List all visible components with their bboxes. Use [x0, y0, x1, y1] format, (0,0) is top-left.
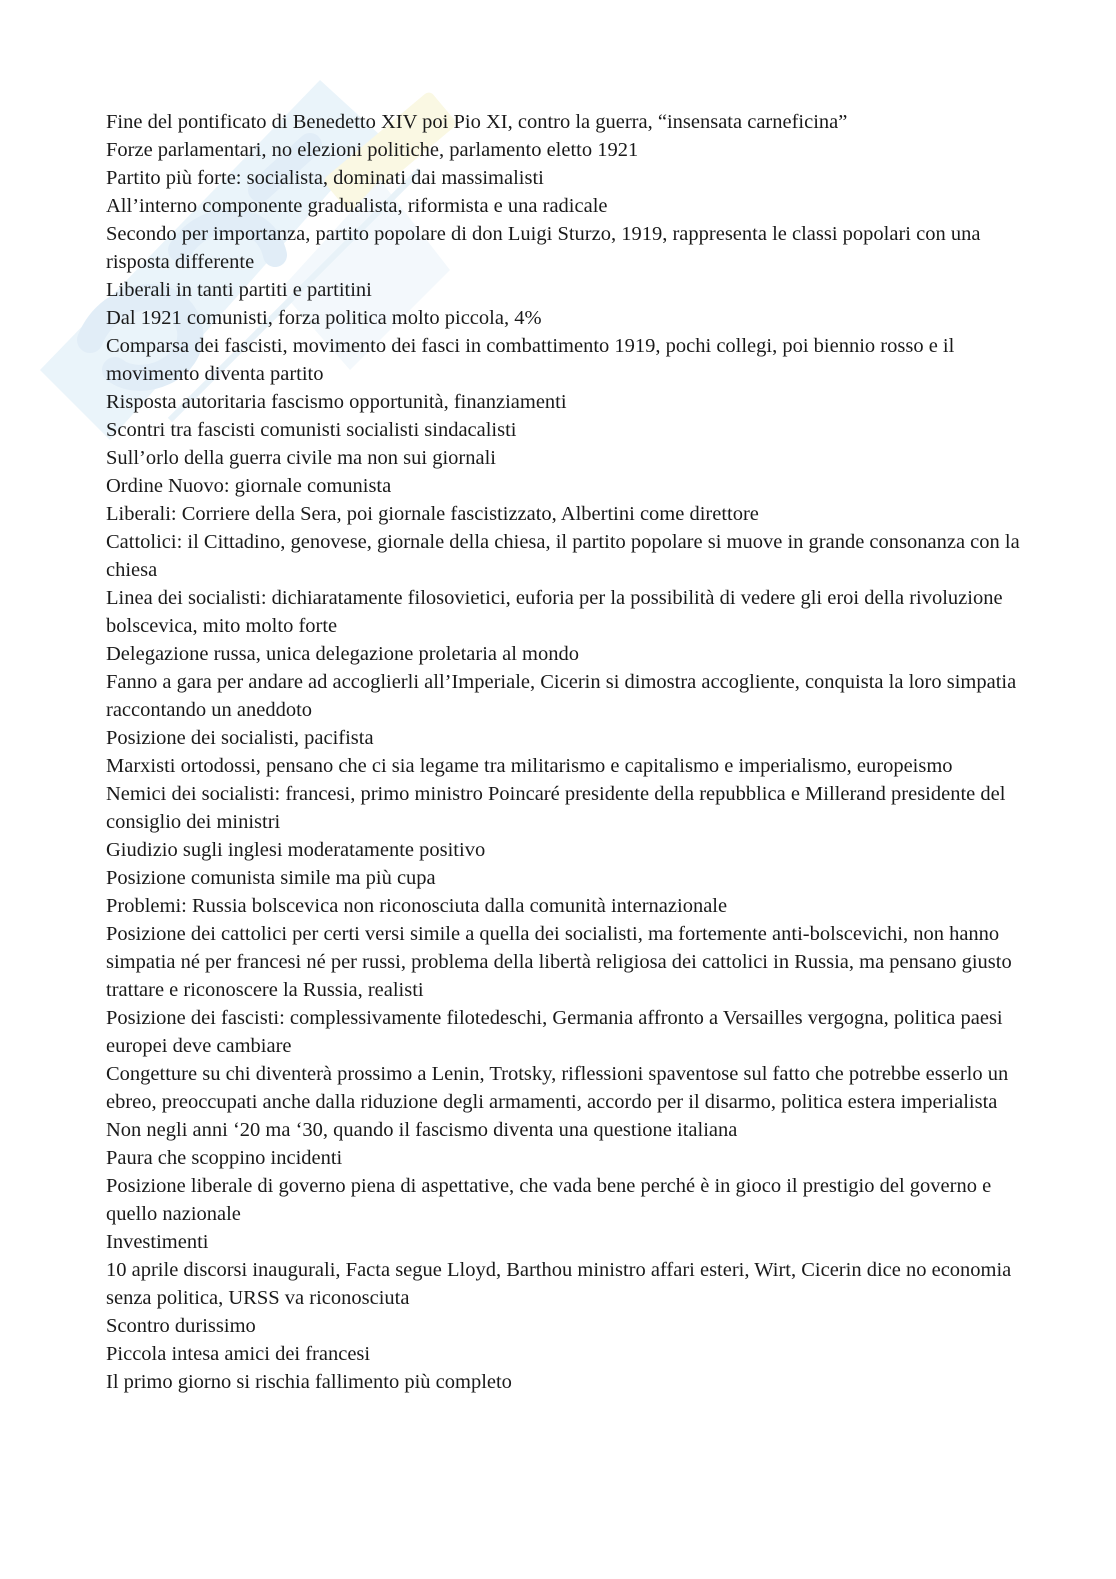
note-line: Fanno a gara per andare ad accoglierli all’Imperiale, Cicerin si dimostra accogliente, conquista la loro simpatia raccontando un aneddoto	[106, 671, 1017, 721]
note-line: Partito più forte: socialista, dominati dai massimalisti	[106, 167, 544, 189]
note-line: Posizione dei socialisti, pacifista	[106, 727, 374, 749]
note-line: Non negli anni ‘20 ma ‘30, quando il fascismo diventa una questione italiana	[106, 1119, 738, 1141]
note-line: Posizione liberale di governo piena di aspettative, che vada bene perché è in gioco il prestigio del governo e quello nazionale	[106, 1175, 992, 1225]
note-line: Marxisti ortodossi, pensano che ci sia legame tra militarismo e capitalismo e imperialismo, europeismo	[106, 755, 953, 777]
note-line: Scontri tra fascisti comunisti socialisti sindacalisti	[106, 419, 517, 441]
note-line: Linea dei socialisti: dichiaratamente filosovietici, euforia per la possibilità di vedere gli eroi della rivoluzione bolscevica, mito molto forte	[106, 587, 1003, 637]
note-line: Liberali in tanti partiti e partitini	[106, 279, 372, 301]
note-line: Ordine Nuovo: giornale comunista	[106, 475, 392, 497]
note-line: 10 aprile discorsi inaugurali, Facta segue Lloyd, Barthou ministro affari esteri, Wirt, Cicerin dice no economia senza politica, URSS va riconosciuta	[106, 1259, 1012, 1309]
note-line: Delegazione russa, unica delegazione proletaria al mondo	[106, 643, 580, 665]
note-line: Fine del pontificato di Benedetto XIV poi Pio XI, contro la guerra, “insensata carneficina”	[106, 111, 848, 133]
note-line: Giudizio sugli inglesi moderatamente positivo	[106, 839, 486, 861]
note-line: Posizione comunista simile ma più cupa	[106, 867, 436, 889]
note-line: Sull’orlo della guerra civile ma non sui giornali	[106, 447, 496, 469]
note-line: Il primo giorno si rischia fallimento più completo	[106, 1371, 512, 1393]
note-line: All’interno componente gradualista, riformista e una radicale	[106, 195, 608, 217]
notes-list	[106, 108, 1026, 1396]
note-line: Secondo per importanza, partito popolare di don Luigi Sturzo, 1919, rappresenta le classi popolari con una risposta differente	[106, 223, 981, 273]
note-line: Nemici dei socialisti: francesi, primo ministro Poincaré presidente della repubblica e Millerand presidente del consiglio dei ministri	[106, 783, 1006, 833]
note-line: Problemi: Russia bolscevica non riconosciuta dalla comunità internazionale	[106, 895, 728, 917]
note-line: Comparsa dei fascisti, movimento dei fasci in combattimento 1919, pochi collegi, poi biennio rosso e il movimento diventa partito	[106, 335, 955, 385]
note-line: Forze parlamentari, no elezioni politiche, parlamento eletto 1921	[106, 139, 639, 161]
note-line: Risposta autoritaria fascismo opportunità, finanziamenti	[106, 391, 567, 413]
note-line: Investimenti	[106, 1231, 209, 1253]
note-line: Congetture su chi diventerà prossimo a Lenin, Trotsky, riflessioni spaventose sul fatto che potrebbe esserlo un ebreo, preoccupati anche dalla riduzione degli armamenti, accordo per il disarmo, politica estera imperialista	[106, 1063, 1009, 1113]
note-line: Piccola intesa amici dei francesi	[106, 1343, 371, 1365]
note-line: Posizione dei cattolici per certi versi simile a quella dei socialisti, ma fortemente anti-bolscevichi, non hanno simpatia né per francesi né per russi, problema della libertà religiosa dei cattolici in Russia, ma pensano giusto trattare e riconoscere la Russia, realisti	[106, 923, 1012, 1001]
note-line: Cattolici: il Cittadino, genovese, giornale della chiesa, il partito popolare si muove in grande consonanza con la chiesa	[106, 531, 1020, 581]
note-line: Scontro durissimo	[106, 1315, 256, 1337]
note-line: Posizione dei fascisti: complessivamente filotedeschi, Germania affronto a Versailles vergogna, politica paesi europei deve cambiare	[106, 1007, 1003, 1057]
note-line: Liberali: Corriere della Sera, poi giornale fascistizzato, Albertini come direttore	[106, 503, 759, 525]
note-line: Dal 1921 comunisti, forza politica molto piccola, 4%	[106, 307, 542, 329]
note-line: Paura che scoppino incidenti	[106, 1147, 343, 1169]
